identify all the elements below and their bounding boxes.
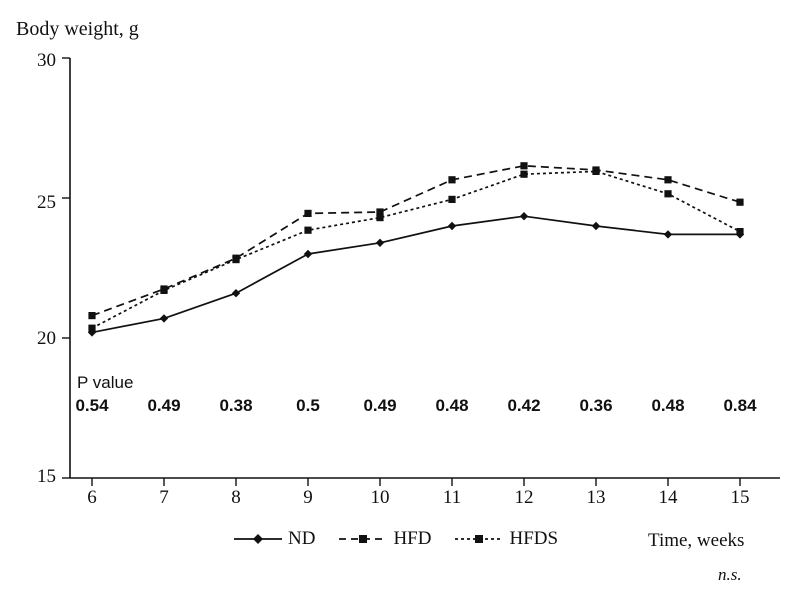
marker-hfds-week-7 — [160, 287, 167, 294]
marker-hfds-week-6 — [88, 325, 95, 332]
marker-hfds-week-11 — [448, 196, 455, 203]
marker-nd-week-14 — [664, 230, 672, 238]
series-hfds — [88, 168, 743, 332]
pvalue-caption: P value — [77, 373, 134, 392]
x-tick-label-6: 6 — [87, 487, 97, 508]
legend-label-hfds: HFDS — [509, 528, 559, 549]
series-nd — [88, 212, 744, 337]
series-line-hfd — [92, 166, 740, 316]
marker-nd-week-13 — [592, 222, 600, 230]
marker-nd-week-11 — [448, 222, 456, 230]
pvalue-week-15: 0.84 — [723, 396, 757, 415]
y-tick-label-15: 15 — [37, 466, 56, 487]
series-layer — [88, 162, 744, 336]
marker-nd-week-8 — [232, 289, 240, 297]
x-tick-label-13: 13 — [586, 487, 606, 508]
legend-label-nd: ND — [288, 528, 316, 549]
significance-note: n.s. — [718, 565, 742, 584]
y-tick-label-25: 25 — [37, 192, 56, 213]
marker-hfds-week-9 — [304, 227, 311, 234]
marker-hfds-week-15 — [736, 228, 743, 235]
marker-nd-week-7 — [160, 314, 168, 322]
x-tick-label-15: 15 — [730, 487, 750, 508]
marker-hfds-week-13 — [592, 168, 599, 175]
marker-hfd-week-9 — [304, 210, 311, 217]
x-tick-label-12: 12 — [514, 487, 534, 508]
x-tick-label-9: 9 — [303, 487, 313, 508]
x-tick-label-8: 8 — [231, 487, 241, 508]
pvalue-week-11: 0.48 — [435, 396, 469, 415]
x-tick-label-7: 7 — [159, 487, 169, 508]
marker-hfd-week-14 — [664, 176, 671, 183]
marker-hfd-week-15 — [736, 199, 743, 206]
marker-hfds-week-10 — [376, 214, 383, 221]
pvalue-week-13: 0.36 — [579, 396, 613, 415]
x-tick-label-14: 14 — [658, 487, 678, 508]
marker-hfd-week-6 — [88, 312, 95, 319]
series-line-nd — [92, 216, 740, 332]
pvalue-week-8: 0.38 — [219, 396, 253, 415]
pvalue-week-14: 0.48 — [651, 396, 685, 415]
marker-hfds-week-12 — [520, 171, 527, 178]
marker-hfds-week-14 — [664, 190, 671, 197]
pvalue-week-7: 0.49 — [147, 396, 181, 415]
series-hfd — [88, 162, 743, 319]
series-line-hfds — [92, 171, 740, 328]
y-tick-label-20: 20 — [37, 328, 56, 349]
legend-swatch-hfds — [453, 531, 505, 547]
pvalue-week-6: 0.54 — [75, 396, 109, 415]
pvalue-week-10: 0.49 — [363, 396, 397, 415]
legend-swatch-hfd — [337, 531, 389, 547]
x-axis-title: Time, weeks — [648, 530, 745, 551]
legend-item-nd[interactable] — [232, 528, 315, 550]
marker-hfd-week-11 — [448, 176, 455, 183]
legend-label-hfd: HFD — [393, 528, 432, 549]
marker-nd-week-12 — [520, 212, 528, 220]
marker-nd-week-10 — [376, 239, 384, 247]
legend-item-hfd[interactable] — [337, 528, 431, 550]
y-axis-title: Body weight, g — [16, 18, 139, 40]
pvalue-week-9: 0.5 — [296, 396, 320, 415]
legend — [232, 528, 558, 550]
x-tick-label-10: 10 — [370, 487, 390, 508]
pvalue-week-12: 0.42 — [507, 396, 541, 415]
x-tick-label-11: 11 — [442, 487, 462, 508]
y-tick-label-30: 30 — [37, 50, 56, 71]
marker-nd-week-9 — [304, 250, 312, 258]
legend-item-hfds[interactable] — [453, 528, 558, 550]
marker-hfds-week-8 — [232, 256, 239, 263]
legend-swatch-nd — [232, 531, 284, 547]
marker-hfd-week-12 — [520, 162, 527, 169]
